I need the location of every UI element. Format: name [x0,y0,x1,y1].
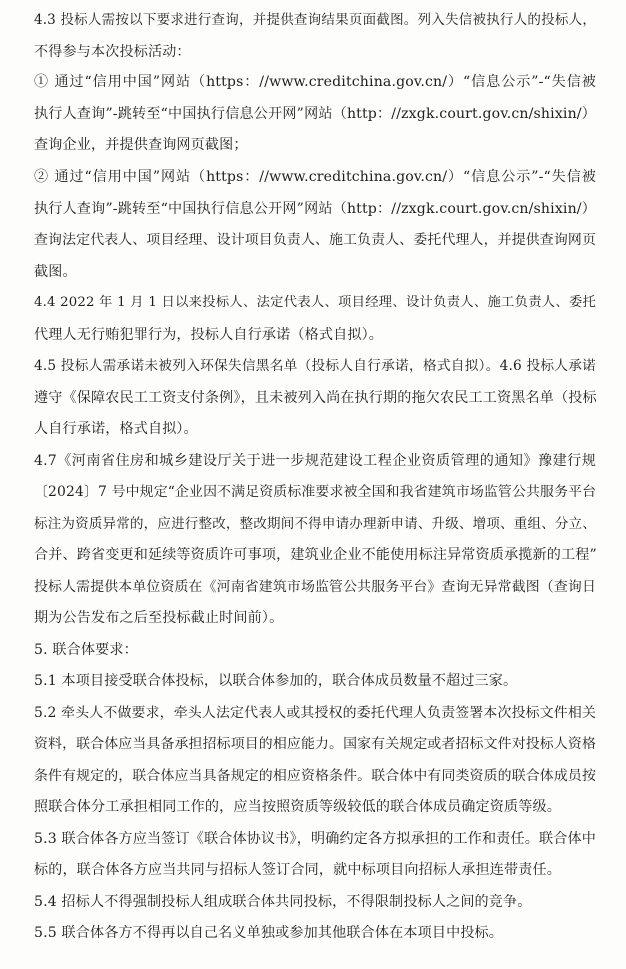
text-line: 执行人查询”-跳转至“中国执行信息公开网”网站（http：//zxgk.court.gov.cn/shixin/） [34,106,596,122]
text-line: 条件有规定的，联合体应当具备规定的相应资格条件。联合体中有同类资质的联合体成员按 [34,768,596,784]
text-line: 人自行承诺，格式自拟）。 [34,421,198,437]
text-line: 标的，联合体各方应当共同与招标人签订合同，就中标项目向招标人承担连带责任。 [34,862,562,878]
text-line: 标注为资质异常的，应进行整改，整改期间不得申请办理新申请、升级、增项、重组、分立、 [34,516,596,532]
text-line: 照联合体分工承担相同工作的，应当按照资质等级较低的联合体成员确定资质等级。 [34,799,562,815]
text-line: 代理人无行贿犯罪行为，投标人自行承诺（格式自拟）。 [34,327,384,343]
text-line: 投标人需提供本单位资质在《河南省建筑市场监管公共服务平台》查询无异常截图（查询日 [34,579,596,595]
text-line: 5.1 本项目接受联合体投标，以联合体参加的，联合体成员数量不超过三家。 [34,673,518,689]
text-line: 5.3 联合体各方应当签订《联合体协议书》，明确约定各方拟承担的工作和责任。联合体中 [34,831,596,847]
text-line: ① 通过“信用中国”网站（https：//www.creditchina.gov.cn/）“信息公示”-“失信被 [34,74,596,90]
text-line: 5.5 联合体各方不得再以自己名义单独或参加其他联合体在本项目中投标。 [34,925,504,941]
text-line: ② 通过“信用中国”网站（https：//www.creditchina.gov.cn/）“信息公示”-“失信被 [34,169,596,185]
text-line: 〔2024〕7 号中规定“企业因不满足资质标准要求被全国和我省建筑市场监管公共服务平台 [34,484,597,500]
text-line: 执行人查询”-跳转至“中国执行信息公开网”网站（http：//zxgk.court.gov.cn/shixin/） [34,201,596,217]
text-line: 4.7《河南省住房和城乡建设厅关于进一步规范建设工程企业资质管理的通知》豫建行规 [34,453,596,469]
text-line: 4.3 投标人需按以下要求进行查询，并提供查询结果页面截图。列入失信被执行人的投标人， [34,12,596,28]
text-line: 资料，联合体应当具备承担招标项目的相应能力。国家有关规定或者招标文件对投标人资格 [34,736,596,752]
text-line: 5.4 招标人不得强制投标人组成联合体共同投标，不得限制投标人之间的竞争。 [34,894,532,910]
text-line: 查询企业，并提供查询网页截图； [34,137,248,153]
text-line: 5. 联合体要求： [34,642,138,658]
text-line: 合并、跨省变更和延续等资质许可事项，建筑业企业不能使用标注异常资质承揽新的工程” [34,547,597,563]
text-line: 不得参与本次投标活动： [34,44,191,60]
text-line: 截图。 [34,264,77,280]
text-line: 4.4 2022 年 1 月 1 日以来投标人、法定代表人、项目经理、设计负责人、施工负责人、委托 [34,295,596,310]
text-line: 遵守《保障农民工工资支付条例》，且未被列入尚在执行期的拖欠农民工工资黑名单（投标 [34,390,597,406]
text-line: 查询法定代表人、项目经理、设计项目负责人、施工负责人、委托代理人，并提供查询网页 [34,232,596,248]
text-line: 4.5 投标人需承诺未被列入环保失信黑名单（投标人自行承诺，格式自拟）。4.6 投标人承诺 [34,358,596,374]
text-line: 期为公告发布之后至投标截止时间前）。 [34,610,284,626]
text-line: 5.2 牵头人不做要求，牵头人法定代表人或其授权的委托代理人负责签署本次投标文件相关 [34,705,596,721]
